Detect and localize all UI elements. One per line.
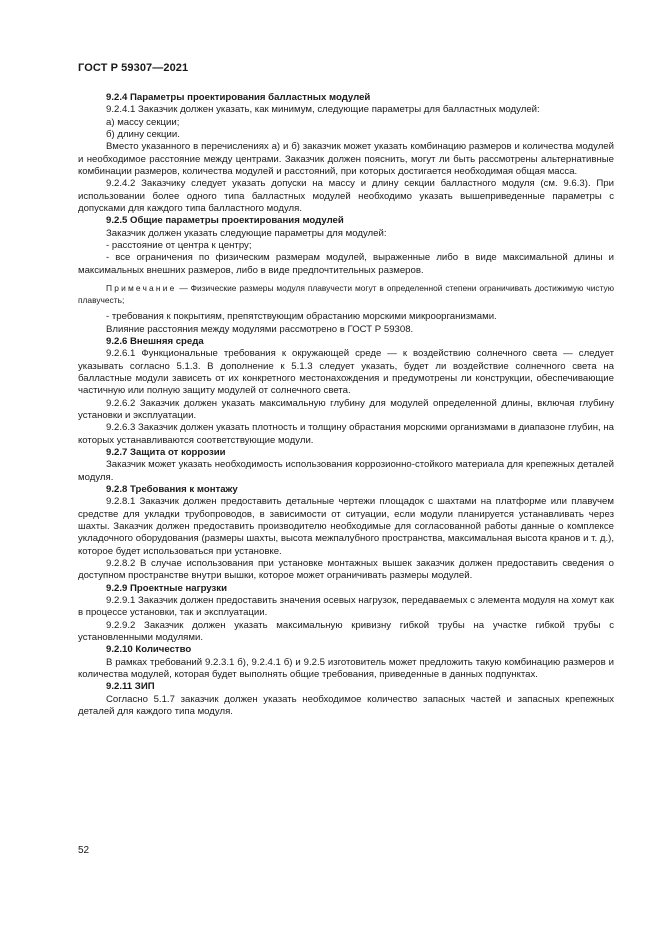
section-heading-9-2-9: 9.2.9 Проектные нагрузки: [106, 582, 227, 594]
list-item-distance: - расстояние от центра к центру;: [106, 240, 252, 252]
list-item-b: б) длину секции.: [106, 129, 180, 141]
section-heading-9-2-4: 9.2.4 Параметры проектирования балластных модулей: [106, 92, 371, 103]
paragraph-9-2-8-2: 9.2.8.2 В случае использования при установке монтажных вышек заказчик должен предоставить сведения о доступном пространстве внутри вышки, которое может ограничивать размеры модулей.: [78, 558, 614, 582]
section-heading-9-2-11: 9.2.11 ЗИП: [106, 681, 155, 693]
paragraph-9-2-5-ref: Влияние расстояния между модулями рассмотрено в ГОСТ Р 59308.: [106, 323, 414, 335]
paragraph-9-2-10: В рамках требований 9.2.3.1 б), 9.2.4.1 б) и 9.2.5 изготовитель может предложить такую комбинацию размеров и количества модулей, которая будет выполнять общие требования, приведенные в данных подпунктах.: [78, 656, 614, 681]
paragraph-9-2-6-1: 9.2.6.1 Функциональные требования к окружающей среде — к воздействию солнечного света — следует указывать согласно 5.1.3. В дополнение к 5.1.3 следует указать, будет ли воздействие солнечного света на балластные модули зависеть от их конкретного местонахождения и предумотрены ли конструкции, обеспечивающие частичную или полную защиту модулей от солнечного света.: [78, 348, 614, 397]
note-label: Примечание: [106, 283, 177, 294]
paragraph-9-2-6-3: 9.2.6.3 Заказчик должен указать плотность и толщину обрастания морскими организмами в диапазоне глубин, на которых устанавливаются соответствующие модули.: [78, 422, 614, 446]
paragraph-9-2-9-1: 9.2.9.1 Заказчик должен предоставить значения осевых нагрузок, передаваемых с элемента модуля на хомут как в процессе установки, так и эксплуатации.: [78, 595, 614, 619]
list-item-size-limits: - все ограничения по физическим размерам модулей, выраженные либо в виде максимальной длины и максимальных внешних размеров, либо в виде предпочтительных размеров.: [78, 252, 614, 276]
document-header: ГОСТ Р 59307—2021: [78, 62, 189, 74]
page-number: 52: [78, 845, 90, 856]
list-item-coatings: - требования к покрытиям, препятствующим обрастанию морскими микроорганизмами.: [106, 311, 497, 323]
paragraph-9-2-8-1: 9.2.8.1 Заказчик должен предоставить детальные чертежи площадок с шахтами на платформе или плавучем средстве для укладки трубопроводов, в зависимости от ситуации, если модули планируется устанавливать через шахты. Заказчик должен предоставить производителю необходимые для согласованной работы данные о комплексе укладочного оборудования (размеры шахты, высота межпалубного пространства, максимальная высота кранов и т. д.), которое будет использоваться при установке.: [78, 496, 614, 557]
paragraph-9-2-5: Заказчик должен указать следующие параметры для модулей:: [106, 227, 387, 239]
paragraph-9-2-7: Заказчик может указать необходимость использования коррозионно-стойкого материала для крепежных деталей модуля.: [78, 459, 614, 483]
list-item-a: а) массу секции;: [106, 116, 180, 128]
section-heading-9-2-10: 9.2.10 Количество: [106, 644, 192, 656]
section-heading-9-2-5: 9.2.5 Общие параметры проектирования модулей: [106, 215, 344, 227]
paragraph-9-2-6-2: 9.2.6.2 Заказчик должен указать максимальную глубину для модулей определенной длины, включая глубину установки и эксплуатации.: [78, 397, 614, 421]
section-heading-9-2-8: 9.2.8 Требования к монтажу: [106, 483, 238, 495]
paragraph-9-2-4-1: 9.2.4.1 Заказчик должен указать, как минимум, следующие параметры для балластных модулей:: [106, 104, 540, 116]
note-text: — Физические размеры модуля плавучести могут в определенной степени ограничивать достижимую чистую плавучесть;: [78, 283, 614, 306]
note: [78, 282, 614, 306]
paragraph-9-2-9-2: 9.2.9.2 Заказчик должен указать максимальную кривизну гибкой трубы на участке гибкой трубы с установленными модулями.: [78, 619, 614, 644]
page-body: [78, 92, 614, 719]
paragraph-9-2-4-2: 9.2.4.2 Заказчику следует указать допуски на массу и длину секции балластного модуля (см. 9.6.3). При использовании более одного типа балластных модулей необходимо указать вышеприведенные параметры с допусками для каждого типа балластного модуля.: [78, 178, 614, 215]
section-heading-9-2-6: 9.2.6 Внешняя среда: [106, 335, 204, 347]
section-heading-9-2-7: 9.2.7 Защита от коррозии: [106, 446, 226, 458]
paragraph-9-2-4-1-alt: Вместо указанного в перечислениях а) и б) заказчик может указать комбинацию размеров и количества модулей и необходимое расстояние между центрами. Заказчик должен пояснить, могут ли быть рассмотрены альтернативные комбинации размеров, количества модулей и расстояний, при которых достигается необходимая общая масса.: [78, 141, 614, 178]
paragraph-9-2-11: Согласно 5.1.7 заказчик должен указать необходимое количество запасных частей и запасных крепежных деталей для каждого типа модуля.: [78, 693, 614, 718]
